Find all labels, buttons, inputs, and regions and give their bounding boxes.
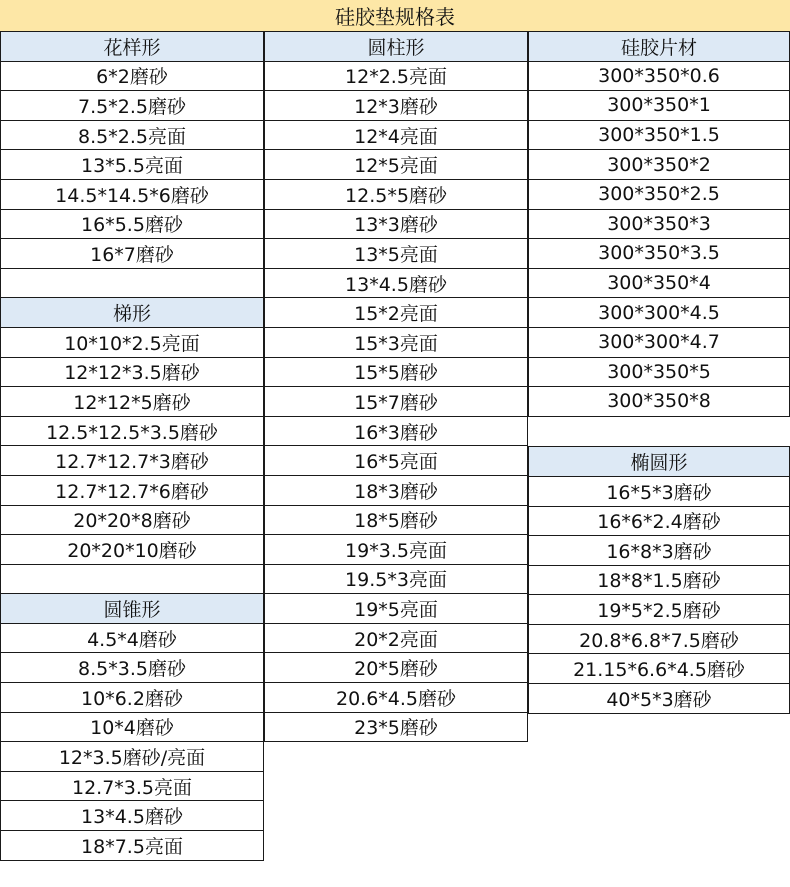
table-cell: 40*5*3磨砂 bbox=[528, 683, 790, 714]
table-cell: 15*3亮面 bbox=[264, 327, 528, 358]
section-header: 花样形 bbox=[0, 31, 264, 62]
table-cell: 6*2磨砂 bbox=[0, 61, 264, 92]
table-cell: 23*5磨砂 bbox=[264, 712, 528, 743]
table-cell: 19*3.5亮面 bbox=[264, 534, 528, 565]
table-cell: 300*350*4 bbox=[528, 268, 790, 299]
table-cell: 18*8*1.5磨砂 bbox=[528, 565, 790, 596]
table-cell: 14.5*14.5*6磨砂 bbox=[0, 179, 264, 210]
table-cell: 20*20*8磨砂 bbox=[0, 505, 264, 536]
table-cell bbox=[0, 564, 264, 595]
table-cell: 18*3磨砂 bbox=[264, 475, 528, 506]
table-cell: 300*300*4.7 bbox=[528, 327, 790, 358]
table-cell: 4.5*4磨砂 bbox=[0, 623, 264, 654]
section-header: 椭圆形 bbox=[528, 446, 790, 477]
table-cell: 16*6*2.4磨砂 bbox=[528, 506, 790, 537]
table-cell: 15*5磨砂 bbox=[264, 357, 528, 388]
section-header: 圆锥形 bbox=[0, 593, 264, 624]
table-cell: 16*8*3磨砂 bbox=[528, 535, 790, 566]
table-cell: 300*350*3.5 bbox=[528, 238, 790, 269]
table-cell: 12.7*12.7*6磨砂 bbox=[0, 475, 264, 506]
table-cell: 300*350*8 bbox=[528, 386, 790, 417]
table-cell: 16*3磨砂 bbox=[264, 416, 528, 447]
table-cell: 300*350*3 bbox=[528, 209, 790, 240]
table-cell: 12*4亮面 bbox=[264, 120, 528, 151]
table-cell: 15*2亮面 bbox=[264, 297, 528, 328]
table-cell: 12.5*5磨砂 bbox=[264, 179, 528, 210]
table-cell: 20.6*4.5磨砂 bbox=[264, 682, 528, 713]
section-header: 圆柱形 bbox=[264, 31, 528, 62]
table-cell: 16*5.5磨砂 bbox=[0, 209, 264, 240]
table-cell: 21.15*6.6*4.5磨砂 bbox=[528, 653, 790, 684]
table-cell: 12*2.5亮面 bbox=[264, 61, 528, 92]
table-cell: 12*5亮面 bbox=[264, 149, 528, 180]
table-cell: 8.5*2.5亮面 bbox=[0, 120, 264, 151]
table-cell: 13*4.5磨砂 bbox=[0, 800, 264, 831]
column-flower-shape bbox=[0, 32, 264, 861]
table-cell: 15*7磨砂 bbox=[264, 386, 528, 417]
table-cell bbox=[0, 268, 264, 299]
table-cell: 18*5磨砂 bbox=[264, 505, 528, 536]
table-cell: 16*7磨砂 bbox=[0, 238, 264, 269]
table-cell: 10*6.2磨砂 bbox=[0, 682, 264, 713]
empty-space bbox=[528, 417, 790, 448]
table-cell: 12*12*5磨砂 bbox=[0, 386, 264, 417]
table-cell: 300*300*4.5 bbox=[528, 297, 790, 328]
table-cell: 300*350*0.6 bbox=[528, 61, 790, 92]
table-cell: 12*3磨砂 bbox=[264, 90, 528, 121]
table-cell: 13*5亮面 bbox=[264, 238, 528, 269]
column-silicone-sheet bbox=[528, 32, 790, 714]
table-cell: 20*20*10磨砂 bbox=[0, 534, 264, 565]
table-cell: 19*5*2.5磨砂 bbox=[528, 594, 790, 625]
table-cell: 13*5.5亮面 bbox=[0, 149, 264, 180]
table-cell: 16*5亮面 bbox=[264, 445, 528, 476]
section-header: 梯形 bbox=[0, 297, 264, 328]
table-cell: 300*350*1 bbox=[528, 90, 790, 121]
table-cell: 8.5*3.5磨砂 bbox=[0, 652, 264, 683]
table-cell: 13*3磨砂 bbox=[264, 209, 528, 240]
table-cell: 12*12*3.5磨砂 bbox=[0, 357, 264, 388]
table-cell: 10*4磨砂 bbox=[0, 712, 264, 743]
table-cell: 12.7*3.5亮面 bbox=[0, 771, 264, 802]
table-cell: 300*350*1.5 bbox=[528, 120, 790, 151]
table-cell: 10*10*2.5亮面 bbox=[0, 327, 264, 358]
column-cylinder bbox=[264, 32, 528, 742]
table-cell: 13*4.5磨砂 bbox=[264, 268, 528, 299]
table-cell: 12*3.5磨砂/亮面 bbox=[0, 741, 264, 772]
table-cell: 7.5*2.5磨砂 bbox=[0, 90, 264, 121]
table-cell: 300*350*2.5 bbox=[528, 179, 790, 210]
table-cell: 12.5*12.5*3.5磨砂 bbox=[0, 416, 264, 447]
table-cell: 16*5*3磨砂 bbox=[528, 476, 790, 507]
table-cell: 18*7.5亮面 bbox=[0, 830, 264, 861]
table-cell: 19*5亮面 bbox=[264, 593, 528, 624]
table-cell: 300*350*5 bbox=[528, 357, 790, 388]
table-cell: 20.8*6.8*7.5磨砂 bbox=[528, 624, 790, 655]
table-cell: 300*350*2 bbox=[528, 149, 790, 180]
sheet-title: 硅胶垫规格表 bbox=[0, 0, 790, 32]
section-header: 硅胶片材 bbox=[528, 31, 790, 62]
table-cell: 20*2亮面 bbox=[264, 623, 528, 654]
table-cell: 12.7*12.7*3磨砂 bbox=[0, 445, 264, 476]
table-cell: 19.5*3亮面 bbox=[264, 564, 528, 595]
table-cell: 20*5磨砂 bbox=[264, 652, 528, 683]
